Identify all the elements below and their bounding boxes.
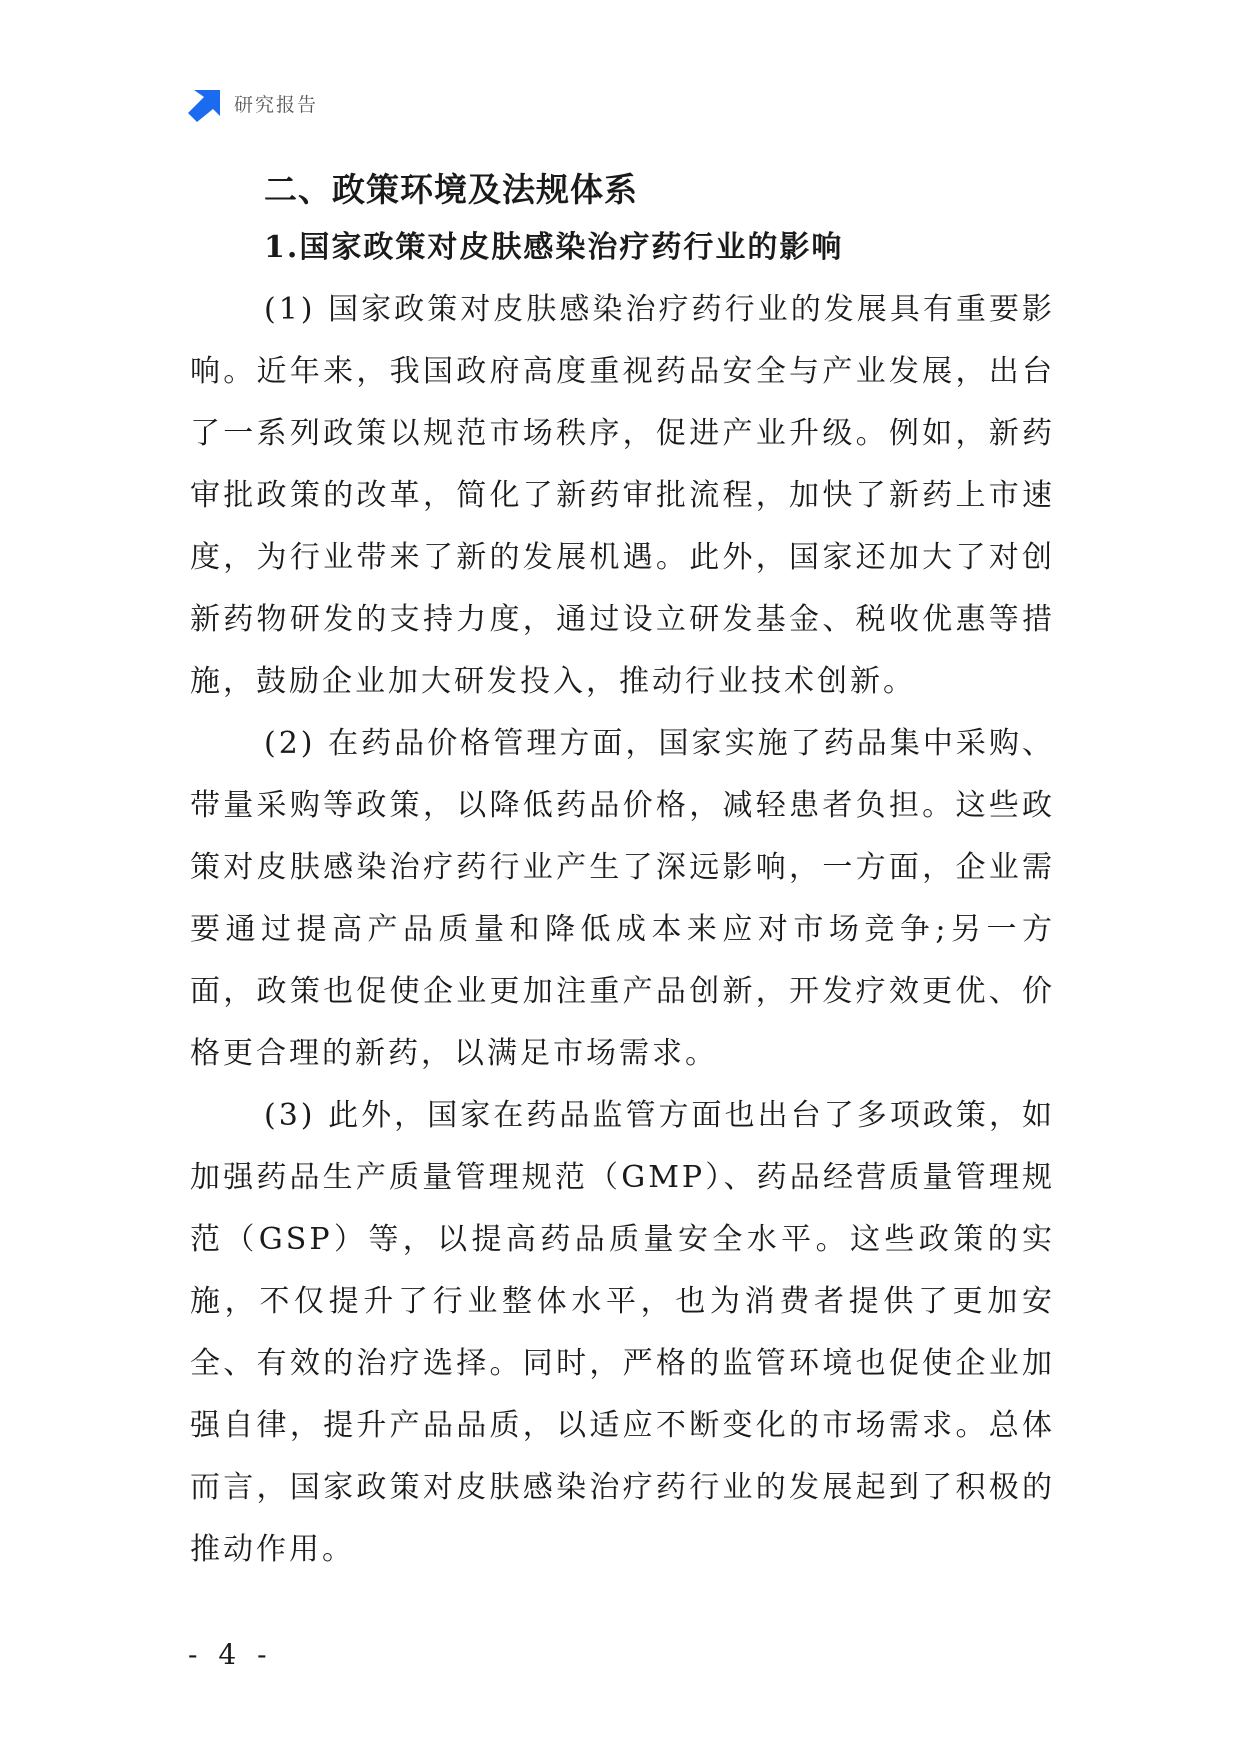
paragraph-2: (2) 在药品价格管理方面，国家实施了药品集中采购、带量采购等政策，以降低药品价格，减轻患者负担。这些政策对皮肤感染治疗药行业产生了深远影响，一方面，企业需要通过提高产品质量和降低成本来应对市场竞争;另一方面，政策也促使企业更加注重产品创新，开发疗效更优、价格更合理的新药，以满足市场需求。 xyxy=(190,726,1055,1071)
section-heading: 二、政策环境及法规体系 xyxy=(264,170,638,209)
page-number: - 4 - xyxy=(188,1638,273,1671)
header-label: 研究报告 xyxy=(234,94,319,116)
sub-heading: 1.国家政策对皮肤感染治疗药行业的影响 xyxy=(264,230,844,265)
report-header xyxy=(188,88,318,122)
document-body xyxy=(190,165,1055,1581)
paragraph-1: (1) 国家政策对皮肤感染治疗药行业的发展具有重要影响。近年来，我国政府高度重视药品安全与产业发展，出台了一系列政策以规范市场秩序，促进产业升级。例如，新药审批政策的改革，简化了新药审批流程，加快了新药上市速度，为行业带来了新的发展机遇。此外，国家还加大了对创新药物研发的支持力度，通过设立研发基金、税收优惠等措施，鼓励企业加大研发投入，推动行业技术创新。 xyxy=(190,292,1055,699)
paragraph-3: (3) 此外，国家在药品监管方面也出台了多项政策，如加强药品生产质量管理规范（GMP）、药品经营质量管理规范（GSP）等，以提高药品质量安全水平。这些政策的实施，不仅提升了行业整体水平，也为消费者提供了更加安全、有效的治疗选择。同时，严格的监管环境也促使企业加强自律，提升产品品质，以适应不断变化的市场需求。总体而言，国家政策对皮肤感染治疗药行业的发展起到了积极的推动作用。 xyxy=(190,1098,1055,1567)
arrow-up-right-icon xyxy=(188,88,222,122)
